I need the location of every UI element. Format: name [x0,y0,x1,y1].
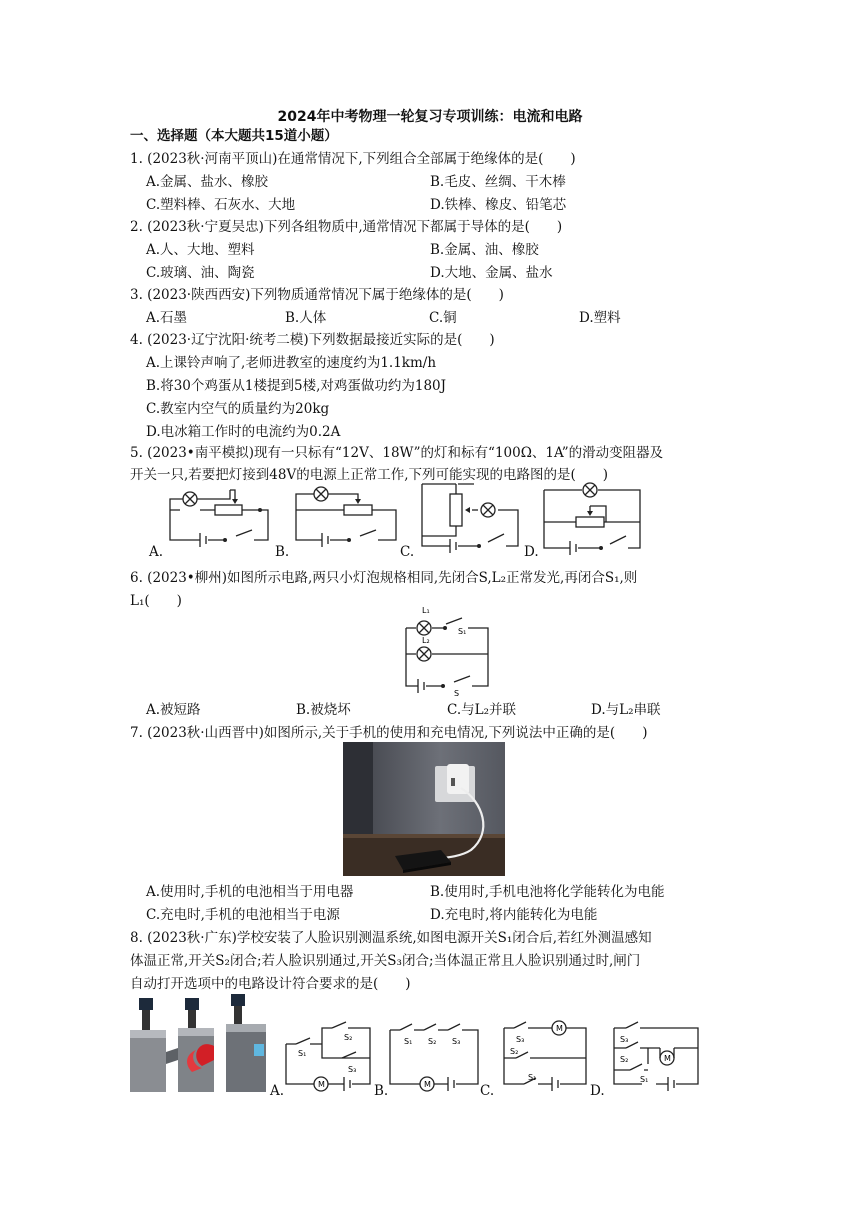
q5-option-a[interactable]: A. [149,544,164,560]
q5-circuit-c [418,480,528,558]
q3-option-b[interactable]: B.人体 [285,310,327,326]
section-heading: 一、选择题（本大题共15道小题） [130,128,338,144]
q8c-label-s2: S₂ [510,1047,519,1056]
q4-option-c[interactable]: C.教室内空气的质量约为20kg [146,401,330,417]
q6-circuit [396,604,496,696]
q1-option-c[interactable]: C.塑料棒、石灰水、大地 [146,197,296,213]
q8b-label-s2: S₂ [428,1037,437,1046]
q6-option-b[interactable]: B.被烧坏 [296,702,351,718]
q6-option-c[interactable]: C.与L₂并联 [447,702,517,718]
q6-label-s: S [454,689,460,698]
q8-option-c[interactable]: C. [480,1083,495,1099]
q6-label-l1: L₁ [422,606,430,615]
question-7-stem: 7. (2023秋·山西晋中)如图所示,关于手机的使用和充电情况,下列说法中正确的是( ) [130,725,648,741]
question-4-stem: 4. (2023·辽宁沈阳·统考二模)下列数据最接近实际的是( ) [130,332,495,348]
q4-option-b[interactable]: B.将30个鸡蛋从1楼提到5楼,对鸡蛋做功约为180J [146,378,447,394]
q5-circuit-b [288,484,408,556]
question-5-stem-line1: 5. (2023•南平模拟)现有一只标有“12V、18W”的灯和标有“100Ω、1A”的滑动变阻器及 [130,445,664,461]
question-6-stem-line2: L₁( ) [130,593,182,609]
q8-circuit-c [494,1014,592,1092]
question-8-stem-line3: 自动打开选项中的电路设计符合要求的是( ) [130,976,411,992]
q4-option-a[interactable]: A.上课铃声响了,老师进教室的速度约为1.1km/h [146,355,437,371]
question-1-stem: 1. (2023秋·河南平顶山)在通常情况下,下列组合全部属于绝缘体的是( ) [130,151,576,167]
q7-option-c[interactable]: C.充电时,手机的电池相当于电源 [146,907,340,923]
q8d-label-s1: S₁ [640,1075,649,1084]
q8-option-b[interactable]: B. [374,1083,389,1099]
question-2-stem: 2. (2023秋·宁夏吴忠)下列各组物质中,通常情况下都属于导体的是( ) [130,219,563,235]
q2-option-d[interactable]: D.大地、金属、盐水 [430,265,553,281]
q7-option-b[interactable]: B.使用时,手机电池将化学能转化为电能 [430,884,665,900]
page-title: 2024年中考物理一轮复习专项训练：电流和电路 [277,109,583,125]
q8c-label-s1: S₁ [528,1073,537,1082]
q7-option-a[interactable]: A.使用时,手机的电池相当于用电器 [146,884,354,900]
q8-option-a[interactable]: A. [270,1083,285,1099]
q3-option-d[interactable]: D.塑料 [579,310,621,326]
question-8-stem-line1: 8. (2023秋·广东)学校安装了人脸识别测温系统,如图电源开关S₁闭合后,若红外测温感知 [130,930,652,946]
q8d-label-s2: S₂ [620,1055,629,1064]
q4-option-d[interactable]: D.电冰箱工作时的电流约为0.2A [146,424,341,440]
q5-option-b[interactable]: B. [275,544,290,560]
q8a-label-s3: S₃ [348,1065,357,1074]
q8a-label-s1: S₁ [298,1049,307,1058]
q8b-label-s3: S₃ [452,1037,461,1046]
question-5-stem-line2: 开关一只,若要把灯接到48V的电源上正常工作,下列可能实现的电路图的是( ) [130,467,609,483]
q8c-label-s3: S₃ [516,1035,525,1044]
q2-option-b[interactable]: B.金属、油、橡胶 [430,242,539,258]
q8-circuit-a [282,1014,376,1092]
q2-option-c[interactable]: C.玻璃、油、陶瓷 [146,265,255,281]
q6-label-l2: L₂ [422,636,430,645]
question-3-stem: 3. (2023·陕西西安)下列物质通常情况下属于绝缘体的是( ) [130,287,504,303]
question-8-stem-line2: 体温正常,开关S₂闭合;若人脸识别通过,开关S₃闭合;当体温正常且人脸识别通过时,闸门 [130,953,641,969]
q8c-motor-label: M [556,1024,563,1033]
q7-option-d[interactable]: D.充电时,将内能转化为电能 [430,907,598,923]
q5-circuit-d [540,478,660,556]
question-6-stem-line1: 6. (2023•柳州)如图所示电路,两只小灯泡规格相同,先闭合S,L₂正常发光,再闭合S₁,则 [130,570,638,586]
q5-circuit-a [160,484,280,556]
q8-circuit-d [604,1014,704,1092]
q6-option-a[interactable]: A.被短路 [146,702,201,718]
q8-option-d[interactable]: D. [590,1083,605,1099]
q6-option-d[interactable]: D.与L₂串联 [591,702,661,718]
q8d-label-s3: S₃ [620,1035,629,1044]
q5-option-d[interactable]: D. [524,544,539,560]
q8b-label-s1: S₁ [404,1037,413,1046]
q3-option-c[interactable]: C.铜 [429,310,457,326]
q3-option-a[interactable]: A.石墨 [146,310,188,326]
q8d-motor-label: M [664,1054,671,1063]
q1-option-d[interactable]: D.铁棒、橡皮、铅笔芯 [430,197,567,213]
q8-circuit-b [386,1014,484,1092]
q8a-label-s2: S₂ [344,1033,353,1042]
q5-option-c[interactable]: C. [400,544,415,560]
face-recognition-gate-picture [128,994,270,1094]
q6-label-s1: S₁ [458,627,467,636]
q1-option-a[interactable]: A.金属、盐水、橡胶 [146,174,269,190]
q8a-motor-label: M [318,1080,325,1089]
q2-option-a[interactable]: A.人、大地、塑料 [146,242,255,258]
q8b-motor-label: M [424,1080,431,1089]
q1-option-b[interactable]: B.毛皮、丝绸、干木棒 [430,174,566,190]
phone-charging-photo [343,742,505,876]
